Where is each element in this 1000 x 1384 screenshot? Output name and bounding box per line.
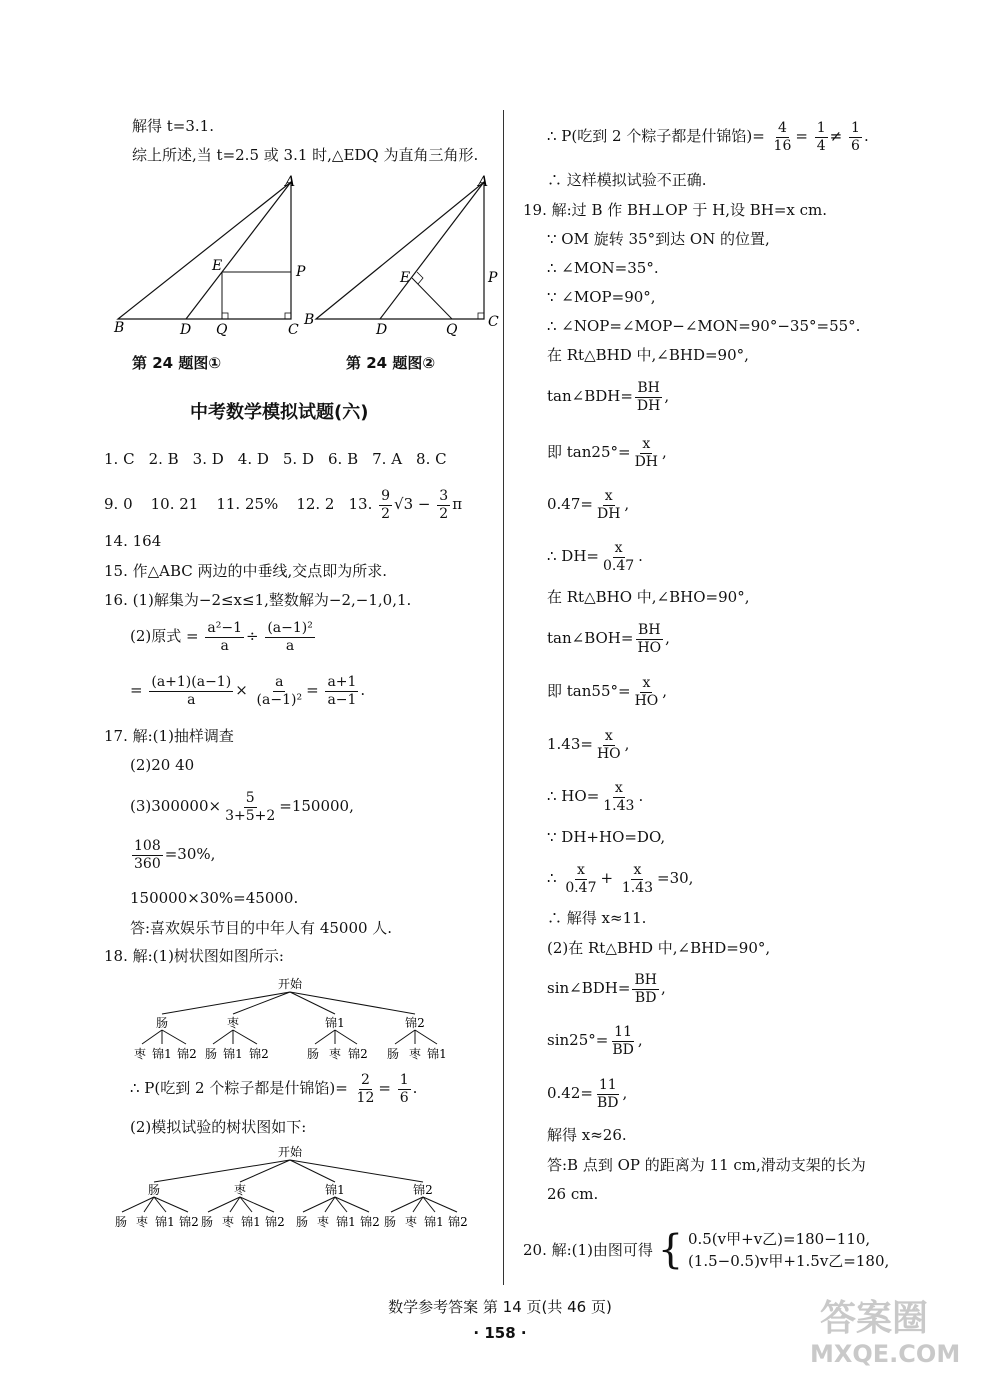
label-P: P bbox=[296, 264, 306, 280]
svg-text:锦1: 锦1 bbox=[155, 1215, 175, 1229]
label-Q: Q bbox=[216, 322, 228, 337]
right-line-8: 在 Rt△BHD 中,∠BHD=90°, bbox=[547, 346, 749, 364]
footer-title: 数学参考答案 第 14 页(共 46 页) bbox=[388, 1298, 612, 1316]
watermark-logo: 答案圈 bbox=[820, 1298, 929, 1339]
svg-text:A: A bbox=[478, 174, 489, 190]
svg-text:E: E bbox=[400, 270, 411, 286]
svg-text:肠: 肠 bbox=[204, 1047, 218, 1061]
right-line-18: ∵ DH+HO=DO, bbox=[547, 828, 666, 846]
svg-text:肠: 肠 bbox=[147, 1183, 161, 1197]
svg-text:锦1: 锦1 bbox=[241, 1215, 261, 1229]
svg-text:锦2: 锦2 bbox=[360, 1215, 380, 1229]
answer-19-header: 19. 解:过 B 作 BH⊥OP 于 H,设 BH=x cm. bbox=[523, 201, 828, 219]
svg-text:锦1: 锦1 bbox=[152, 1047, 172, 1061]
answer-18-p1: ∴ P(吃到 2 个粽子都是什锦馅)= $\frac{2}{12}$ = $\frac{1}{6}$ . bbox=[130, 1071, 418, 1106]
right-line-21: (2)在 Rt△BHD 中,∠BHD=90°, bbox=[547, 939, 771, 957]
svg-text:锦2: 锦2 bbox=[448, 1215, 468, 1229]
page-number: · 158 · bbox=[473, 1324, 527, 1342]
svg-text:锦2: 锦2 bbox=[413, 1183, 433, 1197]
svg-text:肠: 肠 bbox=[200, 1215, 214, 1229]
figure-1-caption: 第 24 题图① bbox=[132, 354, 222, 372]
right-line-1: ∴ P(吃到 2 个粽子都是什锦馅)= $\frac{4}{16}$ = $\frac{1}{4}$ ≠ $\frac{1}{6}$ . bbox=[547, 119, 869, 154]
answer-17-1: 17. 解:(1)抽样调查 bbox=[104, 727, 234, 745]
right-line-27: 26 cm. bbox=[547, 1185, 599, 1203]
answer-17-5: 150000×30%=45000. bbox=[130, 889, 299, 907]
svg-text:锦1: 锦1 bbox=[424, 1215, 444, 1229]
right-line-15: 即 tan55°= $\frac{x}{HO}$ , bbox=[547, 674, 668, 709]
answer-18-2: (2)模拟试验的树状图如下: bbox=[130, 1118, 307, 1136]
label-D: D bbox=[180, 322, 192, 337]
tree2-root: 开始 bbox=[277, 1145, 303, 1159]
svg-text:锦1: 锦1 bbox=[325, 1183, 345, 1197]
svg-text:锦1: 锦1 bbox=[427, 1047, 447, 1061]
section-title: 中考数学模拟试题(六) bbox=[190, 402, 369, 423]
geometry-figure-2 bbox=[300, 172, 505, 337]
svg-text:肠: 肠 bbox=[114, 1215, 128, 1229]
svg-text:肠: 肠 bbox=[383, 1215, 397, 1229]
right-line-14: tan∠BOH= $\frac{BH}{HO}$ , bbox=[547, 621, 670, 656]
svg-text:枣: 枣 bbox=[135, 1215, 149, 1229]
svg-text:肠: 肠 bbox=[295, 1215, 309, 1229]
svg-text:枣: 枣 bbox=[233, 1183, 247, 1197]
answer-20: 20. 解:(1)由图可得 { 0.5(v甲+v乙)=180−110, (1.5−0.5)v甲+1.5v乙=180, bbox=[523, 1227, 890, 1273]
svg-text:锦1: 锦1 bbox=[336, 1215, 356, 1229]
svg-text:Q: Q bbox=[446, 322, 458, 337]
right-line-11: 0.47= $\frac{x}{DH}$ , bbox=[547, 487, 630, 522]
right-line-17: ∴ HO= $\frac{x}{1.43}$ . bbox=[547, 779, 644, 814]
answer-17-2: (2)20 40 bbox=[130, 756, 195, 774]
tree-diagram-1 bbox=[125, 972, 455, 1067]
right-line-4: ∵ OM 旋转 35°到达 ON 的位置, bbox=[547, 230, 770, 248]
svg-text:B: B bbox=[304, 312, 315, 328]
svg-text:C: C bbox=[488, 314, 499, 330]
answer-18-1: 18. 解:(1)树状图如图所示: bbox=[104, 947, 284, 965]
answer-17-6: 答:喜欢娱乐节目的中年人有 45000 人. bbox=[130, 919, 393, 937]
svg-text:锦2: 锦2 bbox=[265, 1215, 285, 1229]
label-B: B bbox=[114, 320, 125, 336]
svg-text:锦1: 锦1 bbox=[325, 1016, 345, 1030]
right-line-5: ∴ ∠MON=35°. bbox=[547, 259, 659, 277]
svg-text:枣: 枣 bbox=[316, 1215, 330, 1229]
svg-text:枣: 枣 bbox=[133, 1047, 147, 1061]
right-line-22: sin∠BDH= $\frac{BH}{BD}$ , bbox=[547, 971, 666, 1006]
svg-text:枣: 枣 bbox=[408, 1047, 422, 1061]
svg-text:锦1: 锦1 bbox=[223, 1047, 243, 1061]
svg-text:P: P bbox=[488, 270, 498, 286]
label-E: E bbox=[212, 258, 223, 274]
svg-text:锦2: 锦2 bbox=[249, 1047, 269, 1061]
right-line-24: 0.42= $\frac{11}{BD}$ , bbox=[547, 1076, 628, 1111]
label-A: A bbox=[285, 174, 296, 190]
svg-text:锦2: 锦2 bbox=[177, 1047, 197, 1061]
tree1-root: 开始 bbox=[277, 977, 303, 991]
right-line-16: 1.43= $\frac{x}{HO}$ , bbox=[547, 727, 630, 762]
answer-14: 14. 164 bbox=[104, 532, 162, 550]
svg-text:锦2: 锦2 bbox=[348, 1047, 368, 1061]
fill-answers-row: 9. 0 10. 21 11. 25% 12. 2 13. $\frac{9}{2}$ √3 − $\frac{3}{2}$ π bbox=[104, 487, 463, 522]
svg-text:锦2: 锦2 bbox=[405, 1016, 425, 1030]
right-line-26: 答:B 点到 OP 的距离为 11 cm,滑动支架的长为 bbox=[547, 1156, 866, 1174]
column-divider bbox=[503, 110, 504, 1285]
right-line-13: 在 Rt△BHO 中,∠BHO=90°, bbox=[547, 588, 750, 606]
watermark-url: MXQE.COM bbox=[810, 1340, 961, 1368]
right-line-25: 解得 x≈26. bbox=[547, 1126, 627, 1144]
right-line-6: ∵ ∠MOP=90°, bbox=[547, 288, 656, 306]
answer-16-1: 16. (1)解集为−2≤x≤1,整数解为−2,−1,0,1. bbox=[104, 591, 412, 609]
svg-text:枣: 枣 bbox=[328, 1047, 342, 1061]
answer-16-3: = $\frac{(a+1)(a-1)}{a}$ × $\frac{a}{\text{(a−1)²}}$ = $\frac{a+1}{a-1}$ . bbox=[130, 673, 366, 708]
right-line-23: sin25°= $\frac{11}{BD}$ , bbox=[547, 1023, 643, 1058]
mc-answers-row: 1. C 2. B 3. D 4. D 5. D 6. B 7. A 8. C bbox=[104, 450, 447, 468]
svg-text:枣: 枣 bbox=[226, 1016, 240, 1030]
right-line-2: ∴ 这样模拟试验不正确. bbox=[547, 171, 707, 189]
right-line-7: ∴ ∠NOP=∠MOP−∠MON=90°−35°=55°. bbox=[547, 317, 861, 335]
answer-17-4: $\frac{108}{360}$ =30%, bbox=[134, 837, 216, 872]
right-line-12: ∴ DH= $\frac{x}{0.47}$ . bbox=[547, 539, 643, 574]
left-line-1: 解得 t=3.1. bbox=[132, 117, 214, 135]
answer-17-3: (3)300000× $\frac{5}{3+5+2}$ =150000, bbox=[130, 789, 354, 824]
answer-15: 15. 作△ABC 两边的中垂线,交点即为所求. bbox=[104, 562, 388, 580]
right-line-10: 即 tan25°= $\frac{x}{DH}$ , bbox=[547, 435, 667, 470]
geometry-figure-1 bbox=[108, 172, 308, 337]
right-line-9: tan∠BDH= $\frac{BH}{DH}$ , bbox=[547, 379, 670, 414]
svg-text:枣: 枣 bbox=[404, 1215, 418, 1229]
answer-16-2: (2)原式 = $\frac{\text{a²−1}}{a}$ ÷ $\frac{\text{(a−1)²}}{a}$ bbox=[130, 619, 313, 654]
left-line-2: 综上所述,当 t=2.5 或 3.1 时,△EDQ 为直角三角形. bbox=[132, 146, 479, 164]
tree-diagram-2 bbox=[110, 1142, 470, 1234]
svg-text:肠: 肠 bbox=[155, 1016, 169, 1030]
svg-text:肠: 肠 bbox=[386, 1047, 400, 1061]
label-C: C bbox=[288, 322, 299, 337]
svg-text:D: D bbox=[376, 322, 388, 337]
svg-text:肠: 肠 bbox=[306, 1047, 320, 1061]
svg-text:枣: 枣 bbox=[221, 1215, 235, 1229]
right-line-19: ∴ $\frac{x}{0.47}$ + $\frac{x}{1.43}$ =30, bbox=[547, 861, 694, 896]
right-line-20: ∴ 解得 x≈11. bbox=[547, 909, 647, 927]
svg-text:锦2: 锦2 bbox=[179, 1215, 199, 1229]
figure-2-caption: 第 24 题图② bbox=[346, 354, 436, 372]
